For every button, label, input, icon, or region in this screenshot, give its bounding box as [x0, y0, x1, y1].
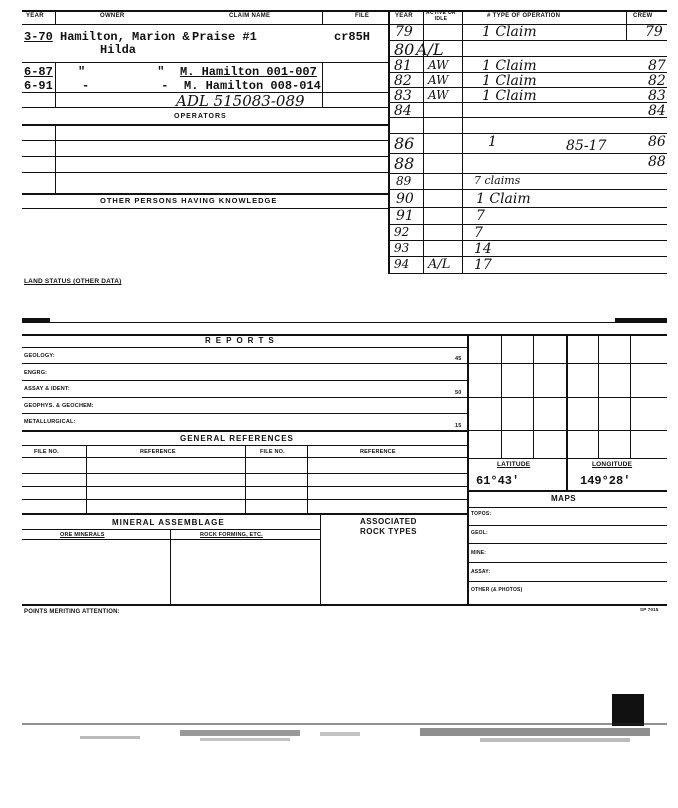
- history-year: 84: [394, 103, 412, 119]
- longitude-value: 149°28': [580, 474, 631, 488]
- divider: [467, 334, 469, 604]
- divider: [55, 124, 56, 194]
- row-rule: [388, 207, 667, 208]
- history-year: 79: [395, 24, 413, 40]
- row-rule: [22, 363, 467, 364]
- row-rule: [22, 156, 388, 157]
- row-rule: [467, 507, 667, 508]
- row-rule: [22, 430, 467, 432]
- col-year2-header: YEAR: [395, 13, 413, 19]
- history-crew: 82: [648, 73, 666, 89]
- row-rule: [467, 430, 667, 431]
- row-rule: [22, 347, 467, 348]
- refs-col-file: FILE NO.: [34, 449, 59, 455]
- maps-item: MINE:: [471, 550, 487, 556]
- history-year: 83: [394, 88, 412, 104]
- row-rule: [467, 397, 667, 398]
- land-status-label: LAND STATUS (OTHER DATA): [24, 278, 122, 285]
- history-type: 7: [474, 225, 483, 241]
- history-crew: 84: [648, 103, 666, 119]
- history-year: 88: [394, 154, 415, 173]
- refs-col-file2: FILE NO.: [260, 449, 285, 455]
- form-number: SP 7015: [640, 607, 659, 612]
- report-num: 50: [455, 390, 462, 396]
- history-active: AW: [428, 88, 449, 102]
- history-type: 1 Claim: [476, 191, 531, 207]
- refs-col-ref2: REFERENCE: [360, 449, 396, 455]
- divider: [55, 10, 56, 24]
- rock-forming-label: ROCK FORMING, ETC.: [200, 532, 263, 538]
- history-type: 1 Claim: [482, 73, 537, 89]
- maps-item: OTHER (& PHOTOS): [471, 587, 523, 593]
- divider: [501, 334, 502, 458]
- reports-top: [22, 334, 667, 336]
- owner-row-claim: Praise #1: [192, 30, 257, 44]
- general-refs-title: GENERAL REFERENCES: [180, 434, 294, 443]
- row-rule: [388, 240, 667, 241]
- row-rule: [467, 562, 667, 563]
- divider: [55, 62, 56, 107]
- history-active: AW: [428, 58, 449, 72]
- history-crew: 83: [648, 88, 666, 104]
- history-type: 1 Claim: [482, 24, 537, 40]
- history-type: 17: [474, 257, 492, 273]
- history-crew: 79: [645, 24, 663, 40]
- divider: [533, 334, 534, 458]
- row-rule: [22, 486, 467, 487]
- report-num: 45: [455, 356, 462, 362]
- divider: [626, 10, 627, 40]
- row-rule: [22, 529, 320, 530]
- owner-row-owner: Hamilton, Marion &: [60, 30, 190, 44]
- row-rule: [467, 581, 667, 582]
- divider: [245, 445, 246, 513]
- longitude-label: LONGITUDE: [592, 461, 633, 468]
- history-crew: 86: [648, 134, 666, 150]
- owner-row-claim: ADL 515083-089: [176, 92, 305, 110]
- row-rule: [22, 172, 388, 173]
- top-border: [22, 10, 667, 12]
- report-label: GEOLOGY:: [24, 353, 55, 359]
- row-rule: [388, 189, 667, 190]
- row-rule: [22, 604, 667, 606]
- history-year: 93: [394, 241, 410, 255]
- divider: [170, 529, 171, 604]
- row-rule: [22, 208, 388, 209]
- assoc-title-1: ASSOCIATED: [360, 517, 417, 526]
- col-claim-header: CLAIM NAME: [229, 13, 271, 19]
- owner-row-year: 3-70: [24, 30, 53, 44]
- owner-row-year: 6-87: [24, 65, 53, 79]
- col-year-header: YEAR: [26, 13, 44, 19]
- maps-item: GEOL:: [471, 530, 488, 536]
- row-rule: [467, 525, 667, 526]
- col-file-header: FILE: [355, 13, 370, 19]
- separator-mark: [615, 318, 667, 322]
- history-year: 92: [394, 225, 410, 239]
- ore-minerals-label: ORE MINERALS: [60, 532, 105, 538]
- report-label: ENGRG:: [24, 370, 48, 376]
- report-label: ASSAY & IDENT:: [24, 386, 70, 392]
- row-rule: [22, 124, 388, 126]
- row-rule: [22, 140, 388, 141]
- row-rule: [388, 117, 667, 118]
- row-rule: [388, 273, 667, 274]
- knowledge-title: OTHER PERSONS HAVING KNOWLEDGE: [100, 196, 278, 205]
- report-label: METALLURGICAL:: [24, 419, 76, 425]
- maps-item: TOPOS:: [471, 511, 492, 517]
- divider: [86, 445, 87, 513]
- col-owner-header: OWNER: [100, 13, 125, 19]
- history-year: 81: [394, 58, 412, 74]
- history-type: 1 Claim: [482, 58, 537, 74]
- history-active: AW: [428, 73, 449, 87]
- owner-row-owner: " ": [78, 65, 165, 79]
- history-type: 1: [488, 134, 497, 150]
- points-label: POINTS MERITING ATTENTION:: [24, 609, 120, 615]
- owner-row-owner: - -: [82, 79, 169, 93]
- owner-row-claim: M. Hamilton 001-007: [180, 65, 317, 79]
- header-rule: [22, 24, 667, 25]
- latitude-label: LATITUDE: [497, 461, 531, 468]
- owner-row-file: cr85H: [334, 30, 371, 44]
- reports-title: REPORTS: [205, 336, 279, 345]
- owner-row-year: 6-91: [24, 79, 53, 93]
- row-rule: [388, 153, 667, 154]
- assoc-title-2: ROCK TYPES: [360, 527, 418, 536]
- row-rule: [467, 458, 667, 459]
- row-rule: [22, 499, 467, 500]
- history-year: 89: [396, 174, 412, 188]
- history-year: 90: [396, 191, 414, 207]
- row-rule: [22, 513, 467, 515]
- history-year: 86: [394, 134, 415, 153]
- history-type: 1 Claim: [482, 88, 537, 104]
- maps-item: ASSAY:: [471, 569, 491, 575]
- divider: [598, 334, 599, 458]
- row-rule: [22, 62, 388, 63]
- history-type: 85-17: [566, 138, 607, 154]
- report-label: GEOPHYS. & GEOCHEM:: [24, 403, 94, 409]
- row-rule: [22, 107, 388, 108]
- divider: [322, 10, 323, 24]
- refs-col-ref: REFERENCE: [140, 449, 176, 455]
- operators-title: OPERATORS: [174, 113, 227, 120]
- col-active-header: ACTIVE OR IDLE: [426, 10, 456, 22]
- col-type-header: # TYPE OF OPERATION: [487, 13, 561, 19]
- report-num: 15: [455, 423, 462, 429]
- row-rule: [22, 397, 467, 398]
- history-type: 7: [476, 208, 485, 224]
- divider: [320, 513, 321, 604]
- history-year: 80: [394, 40, 415, 59]
- row-rule: [467, 490, 667, 492]
- divider: [462, 10, 463, 274]
- separator-rule: [22, 322, 667, 323]
- divider: [630, 334, 631, 458]
- history-year: 91: [396, 208, 414, 224]
- latitude-value: 61°43': [476, 474, 520, 488]
- history-active: A/L: [428, 257, 451, 272]
- history-year: 94: [394, 257, 410, 271]
- row-rule: [388, 133, 667, 134]
- history-type: 7 claims: [474, 174, 521, 187]
- mineral-title: MINERAL ASSEMBLAGE: [112, 518, 225, 527]
- row-rule: [467, 363, 667, 364]
- row-rule: [22, 473, 467, 474]
- owner-row-owner: Hilda: [100, 43, 137, 57]
- row-rule: [22, 380, 467, 381]
- row-rule: [22, 539, 320, 540]
- row-rule: [388, 173, 667, 174]
- row-rule: [22, 413, 467, 414]
- maps-title: MAPS: [551, 494, 577, 503]
- row-rule: [467, 543, 667, 544]
- divider: [388, 10, 390, 274]
- row-rule: [22, 193, 388, 195]
- scan-noise: [0, 716, 678, 756]
- history-crew: 88: [648, 154, 666, 170]
- history-year: 82: [394, 73, 412, 89]
- col-crew-header: CREW: [633, 13, 653, 19]
- history-active: A/L: [416, 40, 444, 59]
- divider: [307, 445, 308, 513]
- row-rule: [388, 224, 667, 225]
- history-type: 14: [474, 241, 492, 257]
- owner-row-claim: M. Hamilton 008-014: [184, 79, 321, 93]
- divider: [322, 62, 323, 107]
- history-crew: 87: [648, 58, 666, 74]
- divider: [566, 334, 568, 490]
